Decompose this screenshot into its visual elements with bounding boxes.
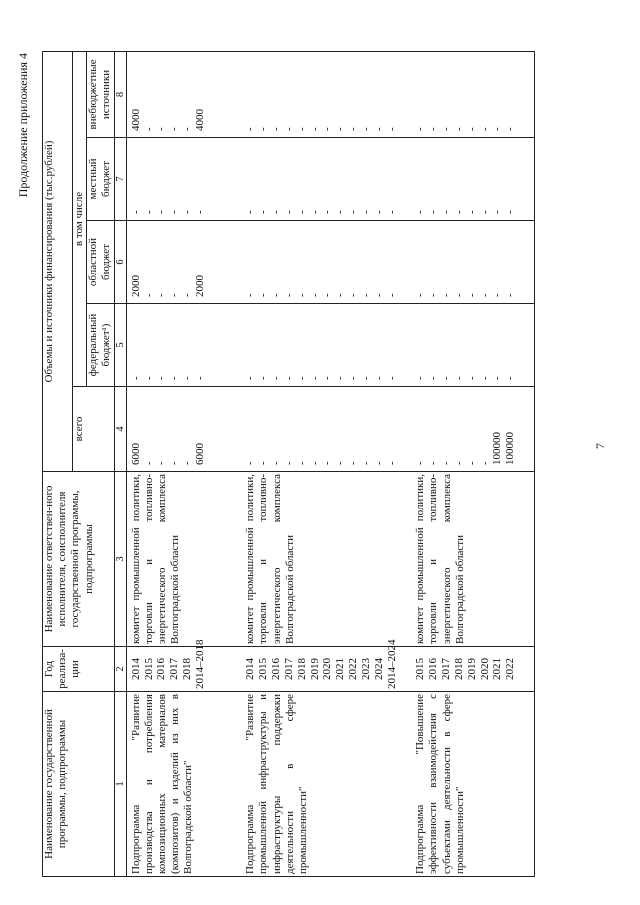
local-value: -	[478, 210, 491, 214]
regional-value: -	[181, 293, 194, 297]
extrabudgetary-value: -	[142, 127, 155, 131]
local-value: -	[385, 210, 398, 214]
header-total: всего	[73, 387, 115, 472]
local-cell	[411, 138, 534, 221]
extrabudgetary-value: -	[334, 127, 347, 131]
total-value: -	[347, 461, 360, 465]
federal-value: -	[194, 376, 207, 380]
extrabudgetary-value: -	[269, 127, 282, 131]
total-value: -	[308, 461, 321, 465]
federal-value: -	[155, 376, 168, 380]
header-executor: Наименование ответствен-ного исполнителя, соисполнителя государственной программы, подпрограммы	[43, 472, 115, 647]
program-name-cell	[241, 692, 411, 877]
federal-value: -	[478, 376, 491, 380]
header-extrabudgetary: внебюджетные источники	[87, 51, 114, 137]
federal-value: -	[347, 376, 360, 380]
executor-cell	[411, 472, 534, 647]
federal-value: -	[295, 376, 308, 380]
federal-value: -	[452, 376, 465, 380]
executor-name: комитет промышленной политики, торговли и топливно-энергетического комплекса Волгоградской области	[129, 474, 182, 644]
regional-value: -	[168, 293, 181, 297]
regional-cell	[411, 221, 534, 304]
extrabudgetary-value: -	[347, 127, 360, 131]
local-value: -	[194, 210, 207, 214]
year-value: 2017	[282, 658, 295, 680]
local-value: -	[334, 210, 347, 214]
page-number: 7	[593, 443, 607, 449]
column-number: 5	[114, 304, 126, 387]
federal-cell	[126, 304, 241, 387]
year-value: 2018	[452, 658, 465, 680]
total-value: 100000	[504, 432, 517, 465]
local-value: -	[308, 210, 321, 214]
federal-value: -	[257, 376, 269, 380]
year-value: 2020	[321, 658, 334, 680]
extrabudgetary-value: -	[308, 127, 321, 131]
local-value: -	[269, 210, 282, 214]
federal-value: -	[414, 376, 427, 380]
regional-value: -	[295, 293, 308, 297]
regional-cell	[241, 221, 411, 304]
local-cell	[241, 138, 411, 221]
local-value: -	[439, 210, 452, 214]
local-value: -	[282, 210, 295, 214]
total-cell	[126, 387, 241, 472]
column-number: 7	[114, 138, 126, 221]
local-value: -	[181, 210, 194, 214]
year-value: 2015	[257, 658, 269, 680]
extrabudgetary-value: -	[295, 127, 308, 131]
total-value: -	[360, 461, 373, 465]
total-value: 6000	[194, 443, 207, 465]
local-value: -	[295, 210, 308, 214]
local-value: -	[168, 210, 181, 214]
local-value: -	[373, 210, 386, 214]
local-value: -	[452, 210, 465, 214]
local-value: -	[491, 210, 504, 214]
federal-value: -	[334, 376, 347, 380]
header-regional: областной бюджет	[87, 221, 114, 304]
executor-name: комитет промышленной политики, торговли и топливно-энергетического комплекса Волгоградской области	[244, 474, 296, 644]
local-value: -	[142, 210, 155, 214]
year-value: 2023	[360, 658, 373, 680]
regional-value: -	[347, 293, 360, 297]
extrabudgetary-value: -	[168, 127, 181, 131]
year-value: 2014	[244, 658, 257, 680]
header-program: Наименование государственной программы, подпрограммы	[43, 692, 115, 877]
regional-value: -	[321, 293, 334, 297]
year-value: 2019	[308, 658, 321, 680]
regional-value: -	[142, 293, 155, 297]
column-number: 2	[114, 647, 126, 692]
federal-value: -	[427, 376, 439, 380]
total-value: -	[334, 461, 347, 465]
total-value: -	[282, 461, 295, 465]
local-value: -	[360, 210, 373, 214]
years-cell	[411, 647, 534, 692]
extrabudgetary-value: -	[181, 127, 194, 131]
program-name: Подпрограмма "Повышение эффективности взаимодействия с субъектами деятельности в сфере промышленности"	[414, 694, 466, 874]
extrabudgetary-value: -	[385, 127, 398, 131]
year-value: 2016	[269, 658, 282, 680]
regional-value: -	[491, 293, 504, 297]
federal-value: -	[385, 376, 398, 380]
regional-value: -	[282, 293, 295, 297]
header-local: местный бюджет	[87, 138, 114, 221]
federal-value: -	[244, 376, 257, 380]
year-value: 2017	[168, 658, 181, 680]
year-value: 2016	[155, 658, 168, 680]
federal-value: -	[465, 376, 478, 380]
table-row	[126, 51, 241, 876]
regional-value: 2000	[194, 275, 207, 297]
extrabudgetary-cell	[126, 51, 241, 137]
year-value: 2017	[439, 658, 452, 680]
extrabudgetary-value: -	[321, 127, 334, 131]
regional-value: -	[465, 293, 478, 297]
local-value: -	[321, 210, 334, 214]
extrabudgetary-value: -	[373, 127, 386, 131]
extrabudgetary-value: -	[155, 127, 168, 131]
regional-value: -	[439, 293, 452, 297]
regional-value: -	[334, 293, 347, 297]
total-value: -	[295, 461, 308, 465]
total-value: -	[269, 461, 282, 465]
total-value: -	[168, 461, 181, 465]
regional-value: -	[427, 293, 439, 297]
program-name-cell	[411, 692, 534, 877]
year-value: 2018	[295, 658, 308, 680]
extrabudgetary-value: -	[491, 127, 504, 131]
total-value: -	[155, 461, 168, 465]
local-value: -	[257, 210, 269, 214]
total-value: -	[427, 461, 439, 465]
column-number: 1	[114, 692, 126, 877]
federal-cell	[411, 304, 534, 387]
federal-cell	[241, 304, 411, 387]
extrabudgetary-value: 4000	[129, 109, 142, 131]
executor-name: комитет промышленной политики, торговли и топливно-энергетического комплекса Волгоградской области	[414, 474, 466, 644]
federal-value: -	[129, 376, 142, 380]
regional-cell	[126, 221, 241, 304]
program-name-cell	[126, 692, 241, 877]
total-value: -	[257, 461, 269, 465]
federal-value: -	[491, 376, 504, 380]
federal-value: -	[360, 376, 373, 380]
regional-value: -	[414, 293, 427, 297]
federal-value: -	[439, 376, 452, 380]
extrabudgetary-value: 4000	[194, 109, 207, 131]
local-value: -	[504, 210, 517, 214]
column-number: 3	[114, 472, 126, 647]
year-value: 2021	[491, 658, 504, 680]
regional-value: -	[373, 293, 386, 297]
local-value: -	[347, 210, 360, 214]
program-name: Подпрограмма "Развитие производства и потребления композиционных материалов (композитов) и изделий из них в Волгоградской области"	[129, 694, 195, 874]
extrabudgetary-value: -	[427, 127, 439, 131]
extrabudgetary-value: -	[257, 127, 269, 131]
year-value: 2024	[373, 658, 386, 680]
total-value: 100000	[491, 432, 504, 465]
extrabudgetary-value: -	[465, 127, 478, 131]
extrabudgetary-value: -	[360, 127, 373, 131]
federal-value: -	[308, 376, 321, 380]
years-cell	[241, 639, 411, 692]
total-value: -	[385, 461, 398, 465]
total-value: -	[439, 461, 452, 465]
year-value: 2016	[427, 658, 439, 680]
year-value: 2015	[142, 658, 155, 680]
total-value: -	[142, 461, 155, 465]
header-including: в том числе	[73, 51, 87, 386]
header-funding-group: Объемы и источники финансирования (тыс.рублей)	[43, 51, 73, 471]
year-value: 2022	[504, 658, 517, 680]
year-value: 2015	[414, 658, 427, 680]
total-value: -	[478, 461, 491, 465]
column-number: 6	[114, 221, 126, 304]
regional-value: -	[155, 293, 168, 297]
executor-cell	[241, 472, 411, 647]
local-value: -	[465, 210, 478, 214]
local-value: -	[129, 210, 142, 214]
table-body	[126, 51, 534, 876]
local-value: -	[414, 210, 427, 214]
extrabudgetary-cell	[241, 51, 411, 137]
total-value: 6000	[129, 443, 142, 465]
regional-value: -	[478, 293, 491, 297]
column-number: 8	[114, 51, 126, 137]
year-value: 2021	[334, 658, 347, 680]
years-cell	[126, 639, 241, 692]
total-cell	[241, 387, 411, 472]
federal-value: -	[181, 376, 194, 380]
executor-cell	[126, 472, 241, 647]
local-value: -	[427, 210, 439, 214]
extrabudgetary-value: -	[414, 127, 427, 131]
local-value: -	[244, 210, 257, 214]
column-number: 4	[114, 387, 126, 472]
regional-value: -	[385, 293, 398, 297]
extrabudgetary-value: -	[282, 127, 295, 131]
regional-value: -	[257, 293, 269, 297]
federal-value: -	[282, 376, 295, 380]
local-value: -	[155, 210, 168, 214]
table-row	[241, 51, 411, 876]
total-value: -	[321, 461, 334, 465]
header-federal: федеральный бюджет¹)	[87, 304, 114, 387]
federal-value: -	[168, 376, 181, 380]
funding-table	[42, 51, 535, 877]
year-value: 2022	[347, 658, 360, 680]
total-value: -	[373, 461, 386, 465]
extrabudgetary-value: -	[439, 127, 452, 131]
extrabudgetary-value: -	[244, 127, 257, 131]
regional-value: -	[360, 293, 373, 297]
extrabudgetary-value: -	[452, 127, 465, 131]
federal-value: -	[269, 376, 282, 380]
regional-value: 2000	[129, 275, 142, 297]
year-value: 2014–2024	[385, 639, 398, 689]
regional-value: -	[308, 293, 321, 297]
program-name: Подпрограмма "Развитие промышленной инфраструктуры и инфраструктуры поддержки деятельности в сфере промышленности"	[244, 694, 309, 874]
table-row	[411, 51, 534, 876]
regional-value: -	[452, 293, 465, 297]
total-value: -	[244, 461, 257, 465]
year-value: 2018	[181, 658, 194, 680]
total-value: -	[465, 461, 478, 465]
local-cell	[126, 138, 241, 221]
year-value: 2014–2018	[194, 639, 207, 689]
year-value: 2019	[465, 658, 478, 680]
federal-value: -	[142, 376, 155, 380]
total-value: -	[181, 461, 194, 465]
appendix-note: Продолжение приложения 4	[16, 53, 30, 198]
year-value: 2014	[129, 658, 142, 680]
extrabudgetary-cell	[411, 51, 534, 137]
federal-value: -	[504, 376, 517, 380]
year-value: 2020	[478, 658, 491, 680]
extrabudgetary-value: -	[478, 127, 491, 131]
federal-value: -	[373, 376, 386, 380]
regional-value: -	[504, 293, 517, 297]
federal-value: -	[321, 376, 334, 380]
total-value: -	[452, 461, 465, 465]
regional-value: -	[244, 293, 257, 297]
extrabudgetary-value: -	[504, 127, 517, 131]
total-cell	[411, 387, 534, 472]
regional-value: -	[269, 293, 282, 297]
header-years: Год реализа-ции	[43, 647, 115, 692]
total-value: -	[414, 461, 427, 465]
